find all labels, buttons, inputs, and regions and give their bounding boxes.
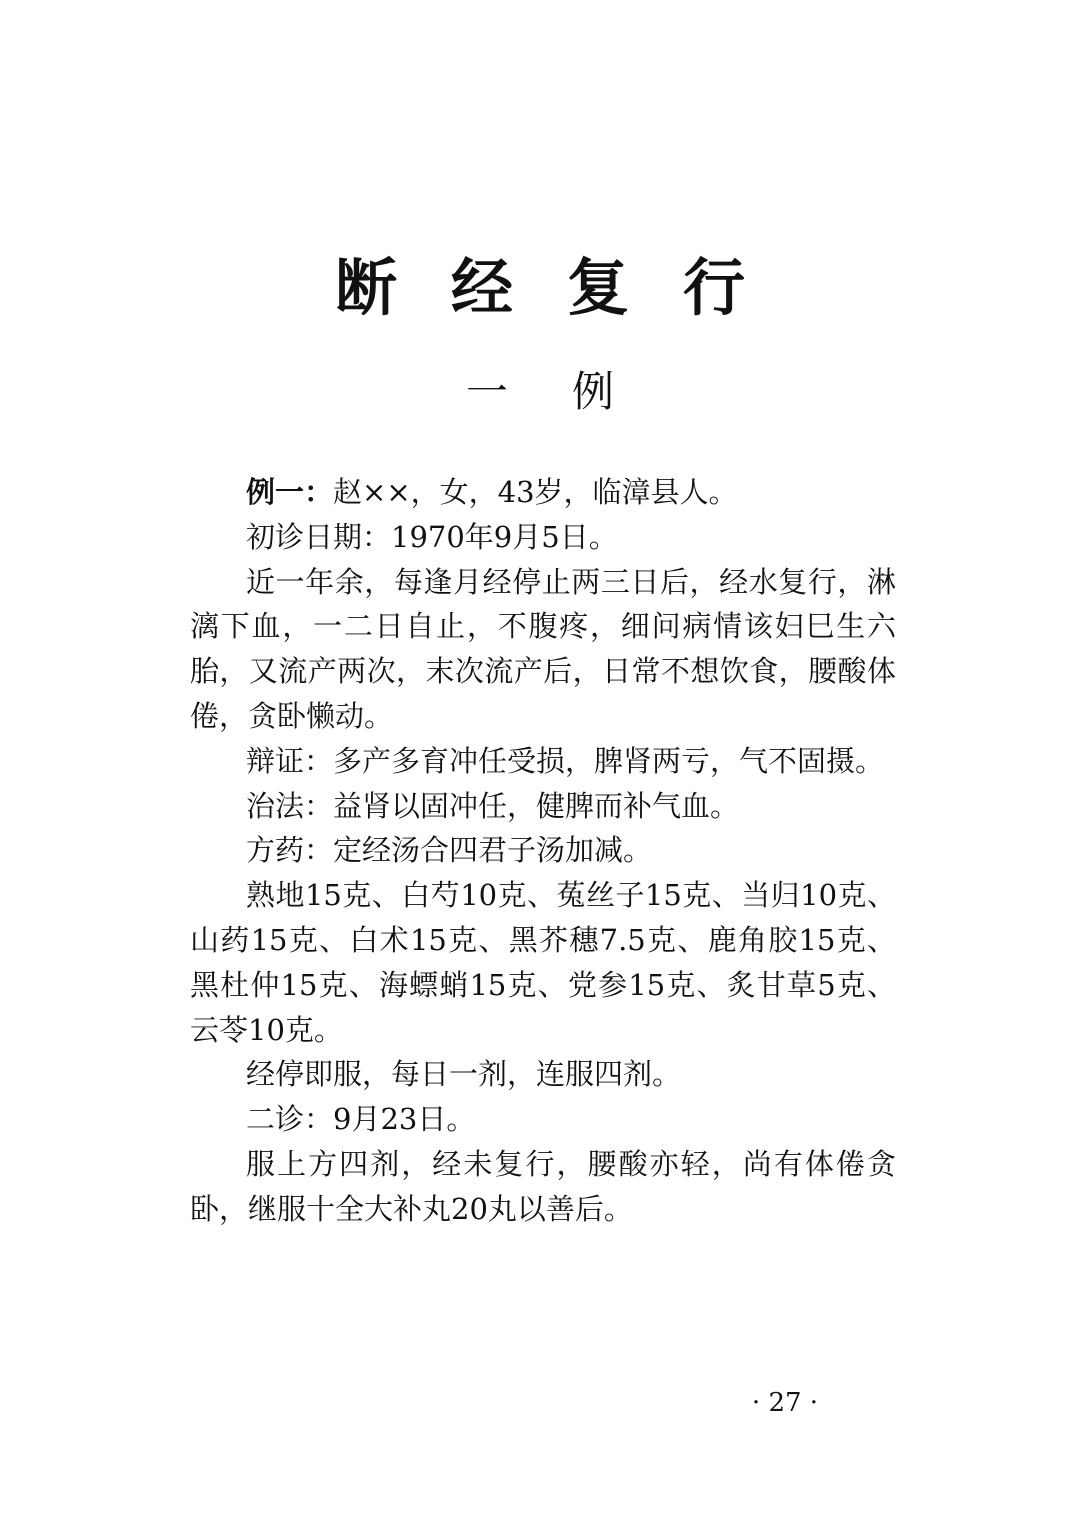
- prescription-ingredients: 熟地15克、白芍10克、菟丝子15克、当归10克、山药15克、白术15克、黑芥穗7.5克、鹿角胶15克、黑杜仲15克、海螵蛸15克、党参15克、炙甘草5克、云苓10克。: [190, 878, 896, 1047]
- page-title: 断经复行: [334, 251, 799, 324]
- outcome: 服上方四剂，经未复行，腰酸亦轻，尚有体倦贪卧，继服十全大补丸20丸以善后。: [190, 1146, 896, 1226]
- case-label: 例一：: [246, 475, 334, 509]
- usage-instructions: 经停即服，每日一剂，连服四剂。: [246, 1057, 682, 1092]
- case-body: [190, 470, 896, 1232]
- prescription-title: 方药：定经汤合四君子汤加减。: [246, 833, 653, 868]
- case-intro: [190, 470, 896, 515]
- page-subtitle: 一例: [465, 367, 678, 416]
- second-visit-date: 二诊：9月23日。: [246, 1102, 476, 1137]
- page-number: · 27 ·: [751, 1388, 819, 1418]
- diagnosis: 辩证：多产多育冲任受损，脾肾两亏，气不固摄。: [246, 743, 885, 778]
- medical-history: 近一年余，每逢月经停止两三日后，经水复行，淋漓下血，一二日自止，不腹疼，细问病情该妇巳生六胎，又流产两次，末次流产后，日常不想饮食，腰酸体倦，贪卧懒动。: [190, 564, 896, 733]
- patient-info: 赵××，女，43岁，临漳县人。: [333, 475, 738, 509]
- treatment-method: 治法：益肾以固冲任，健脾而补气血。: [246, 788, 740, 823]
- first-visit-date: 初诊日期：1970年9月5日。: [246, 519, 618, 554]
